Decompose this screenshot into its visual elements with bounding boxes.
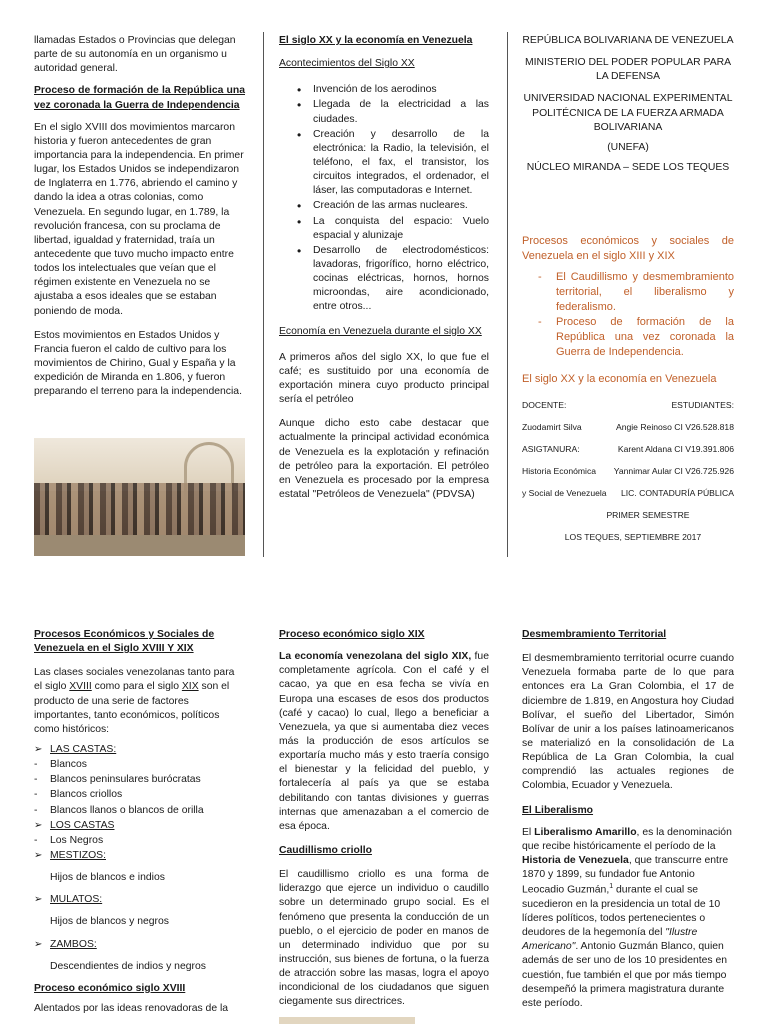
col2-subheading-2: Economía en Venezuela durante el siglo XX [279, 325, 482, 337]
cover-university: UNIVERSIDAD NACIONAL EXPERIMENTAL POLITÉCNICA DE LA FUERZA ARMADA BOLIVARIANA [523, 93, 733, 133]
cover-campus: NÚCLEO MIRANDA – SEDE LOS TEQUES [526, 161, 730, 173]
col5-paragraph-1: La economía venezolana del siglo XIX, fue completamente agrícola. Con el café y el cacao, ya que en esa fecha se vivía en Europa una escases de esos dos productos (café y cacao) lo cual, llego a beneficiar a Venezuela, ya que si aumentaba diez veces más la producción de esos artículos se exportaría mucho más y esto traería consigo el bienestar y la felicidad del pueblo, y fortalecería al país ya que se estaba debilitando con tantas divisiones y guerras internas que amenazaban a el comercio de esa época. [279, 651, 489, 832]
cavalry-illustration [34, 438, 245, 556]
docente-name: Zuodamirt Silva [522, 422, 582, 432]
list-item: • Creación y desarrollo de la electrónica: la Radio, la televisión, el teléfono, el fax, el transistor, los circuitos integrados, el ordenador, el láser, las computadoras e Internet. [279, 128, 489, 199]
col2-bullet-list [279, 83, 489, 314]
asignatura-line-1: Historia Económica [522, 466, 597, 476]
panel-col2 [279, 34, 489, 510]
mulatos-desc: Hijos de blancos y negros [50, 916, 169, 928]
col4-heading: Procesos Económicos y Sociales de Venezuela en el Siglo XVIII Y XIX [34, 629, 215, 655]
list-item: • Creación de las armas nucleares. [279, 199, 489, 213]
col1-intro: llamadas Estados o Provincias que delegan parte de su autonomía en un organismo u autoridad general. [34, 35, 236, 75]
list-item: ➢ MESTIZOS: [34, 849, 245, 863]
list-item: - Blancos peninsulares burócratas [34, 773, 245, 787]
col1-heading: Proceso de formación de la República una vez coronada la Guerra de Independencia [34, 85, 245, 111]
cover-acronym: (UNEFA) [607, 141, 649, 153]
list-item: - Blancos [34, 758, 245, 772]
list-item: • Llegada de la electricidad a las ciudades. [279, 98, 489, 126]
date: LOS TEQUES, SEPTIEMBRE 2017 [564, 532, 702, 542]
panel-col6 [522, 628, 734, 1019]
panel-col4 [34, 628, 245, 1024]
mulatos-list [34, 893, 245, 907]
list-item: • Desarrollo de electrodomésticos: lavadoras, frigorífico, horno eléctrico, cocinas eléctricas, hornos, hornos microondas, aire acondicionado, entre otros... [279, 244, 489, 315]
list-item: • La conquista del espacio: Vuelo espacial y alunizaje [279, 215, 489, 243]
cover-ministry: MINISTERIO DEL PODER POPULAR PARA LA DEFENSA [524, 57, 732, 83]
student-2: Karent Aldana CI V19.391.806 [617, 444, 734, 454]
col2-heading: El siglo XX y la economía en Venezuela [279, 35, 473, 46]
career: LIC. CONTADURÍA PÚBLICA [620, 488, 734, 498]
zambos-list [34, 938, 245, 952]
list-item: - El Caudillismo y desmembramiento territorial, el liberalismo y federalismo. [522, 270, 734, 315]
panel-col5 [279, 628, 489, 1018]
asignatura-label: ASIGTANURA: [522, 444, 580, 454]
list-item: - Blancos llanos o blancos de orilla [34, 804, 245, 818]
divider-2 [507, 32, 508, 557]
col1-paragraph-1: En el siglo XVIII dos movimientos marcaron historia y fueron antecedentes de gran importancia para la independencia. En primer lugar, los Estados Unidos se independizaron de Inglaterra en 1.776, abriendo el camino y dando la idea a otras colonias, como Venezuela. En segundo lugar, en 1.789, la revolución francesa, con su proclama de libertad, igualdad y fraternidad, traía un antecedente que tuvo mucho impacto entre todos los intelectuales que veían que el régimen existente en Venezuela no se ajustaba a esos ideales que se estaban poniendo de moda. [34, 121, 244, 317]
semester: PRIMER SEMESTRE [606, 510, 690, 520]
student-1: Angie Reinoso CI V26.528.818 [615, 422, 734, 432]
cover-credits [522, 400, 734, 544]
col2-paragraph-2: Aunque dicho esto cabe destacar que actualmente la principal actividad económica de Venezuela es la explotación y refinación de petróleo para la exportación. El petróleo en Venezuela es procesado por la empresa estatal "Petróleos de Venezuela" (PDVSA) [279, 418, 489, 500]
cover-title: Procesos económicos y sociales de Venezuela en el siglo XIII y XIX [522, 235, 734, 262]
col6-heading-2: El Liberalismo [522, 804, 594, 816]
list-item: ➢ LAS CASTAS: [34, 743, 245, 757]
list-item: - Los Negros [34, 834, 245, 848]
col6-paragraph-1: El desmembramiento territorial ocurre cuando Venezuela formaba parte de lo que para entonces era La Gran Colombia, el 17 de diciembre de 1.819, en Angostura hoy Ciudad Bolívar, el sueño del Libertador, Simón Bolívar de unir a los países latinoamericanos se materializó en la consolidación de La República de La Gran Colombia, la cual comprendió las actuales regiones de Colombia, Ecuador y Venezuela. [522, 653, 734, 792]
asignatura-line-2: y Social de Venezuela [522, 488, 607, 498]
col5-heading: Proceso económico siglo XIX [279, 629, 425, 640]
student-3: Yannimar Aular CI V26.725.926 [613, 466, 734, 476]
col4-heading-2: Proceso económico siglo XVIII [34, 982, 186, 994]
cover-title-2: El siglo XX y la economía en Venezuela [522, 372, 717, 385]
divider-1 [263, 32, 264, 557]
zambos-desc: Descendientes de indios y negros [50, 960, 206, 972]
col2-paragraph-1: A primeros años del siglo XX, lo que fue el café; es sustituido por una economía de exportación minera cuyo producto principal sería el petróleo [279, 351, 489, 406]
castes-list [34, 743, 245, 863]
col6-heading: Desmembramiento Territorial [522, 629, 667, 640]
estudiantes-label: ESTUDIANTES: [671, 400, 734, 410]
list-item: ➢ MULATOS: [34, 893, 245, 907]
list-item: ➢ LOS CASTAS [34, 819, 245, 833]
col2-subheading: Acontecimientos del Siglo XX [279, 58, 415, 70]
col4-paragraph-1: Las clases sociales venezolanas tanto para el siglo XVIII como para el siglo XIX son el producto de una serie de factores importantes, tanto económicos, políticos como históricos: [34, 667, 235, 735]
col4-cut-text: Alentados por las ideas renovadoras de la [34, 1002, 229, 1014]
col6-paragraph-2: El Liberalismo Amarillo, es la denominación que recibe históricamente el período de la Historia de Venezuela, que transcurre entre 1870 y 1899, su fundador fue Antonio Leocadio Guzmán,$^1$ durante el cual se sucedieron en la presidencia un total de 10 líderes políticos, todos pertenecientes o deudores de la hegemonía del "Ilustre Americano". Antonio Guzmán Blanco, quien además de ser uno de los 10 presidentes en cuestión, fue también el que por más tiempo desempeñó la primera magistratura durante este período. [522, 826, 732, 1009]
list-item: - Proceso de formación de la República una vez coronada la Guerra de Independencia. [522, 315, 734, 360]
mestizos-desc: Hijos de blancos e indios [50, 872, 165, 884]
panel-col1 [34, 34, 245, 407]
col5-heading-2: Caudillismo criollo [279, 844, 372, 856]
cover-republic: REPÚBLICA BOLIVARIANA DE VENEZUELA [522, 35, 734, 46]
list-item: ➢ ZAMBOS: [34, 938, 245, 952]
col5-paragraph-2: El caudillismo criollo es una forma de liderazgo que ejerce un individuo o caudillo sobre un determinado grupo social. Es el fenómeno que presenta la conducción de un pueblo, o el ejercicio de poder en manos de un determinado individuo que por su instrucción, sus bienes de fortuna, o la fuerza de atracción sobre las masas, logra el apoyo incondicional de los ciudadanos que siguen ciegamente sus directrices. [279, 869, 489, 1008]
cover-title-block [522, 234, 734, 395]
panel-cover [522, 34, 734, 183]
cover-topics [522, 270, 734, 360]
bottom-illustration [279, 1017, 415, 1024]
docente-label: DOCENTE: [522, 400, 567, 410]
col1-paragraph-2: Estos movimientos en Estados Unidos y Francia fueron el caldo de cultivo para los movimientos de Chirino, Gual y España y la expedición de Miranda en 1.806, y fueron preparando el terreno para la independencia. [34, 329, 242, 398]
list-item: - Blancos criollos [34, 788, 245, 802]
list-item: • Invención de los aerodinos [279, 83, 489, 97]
